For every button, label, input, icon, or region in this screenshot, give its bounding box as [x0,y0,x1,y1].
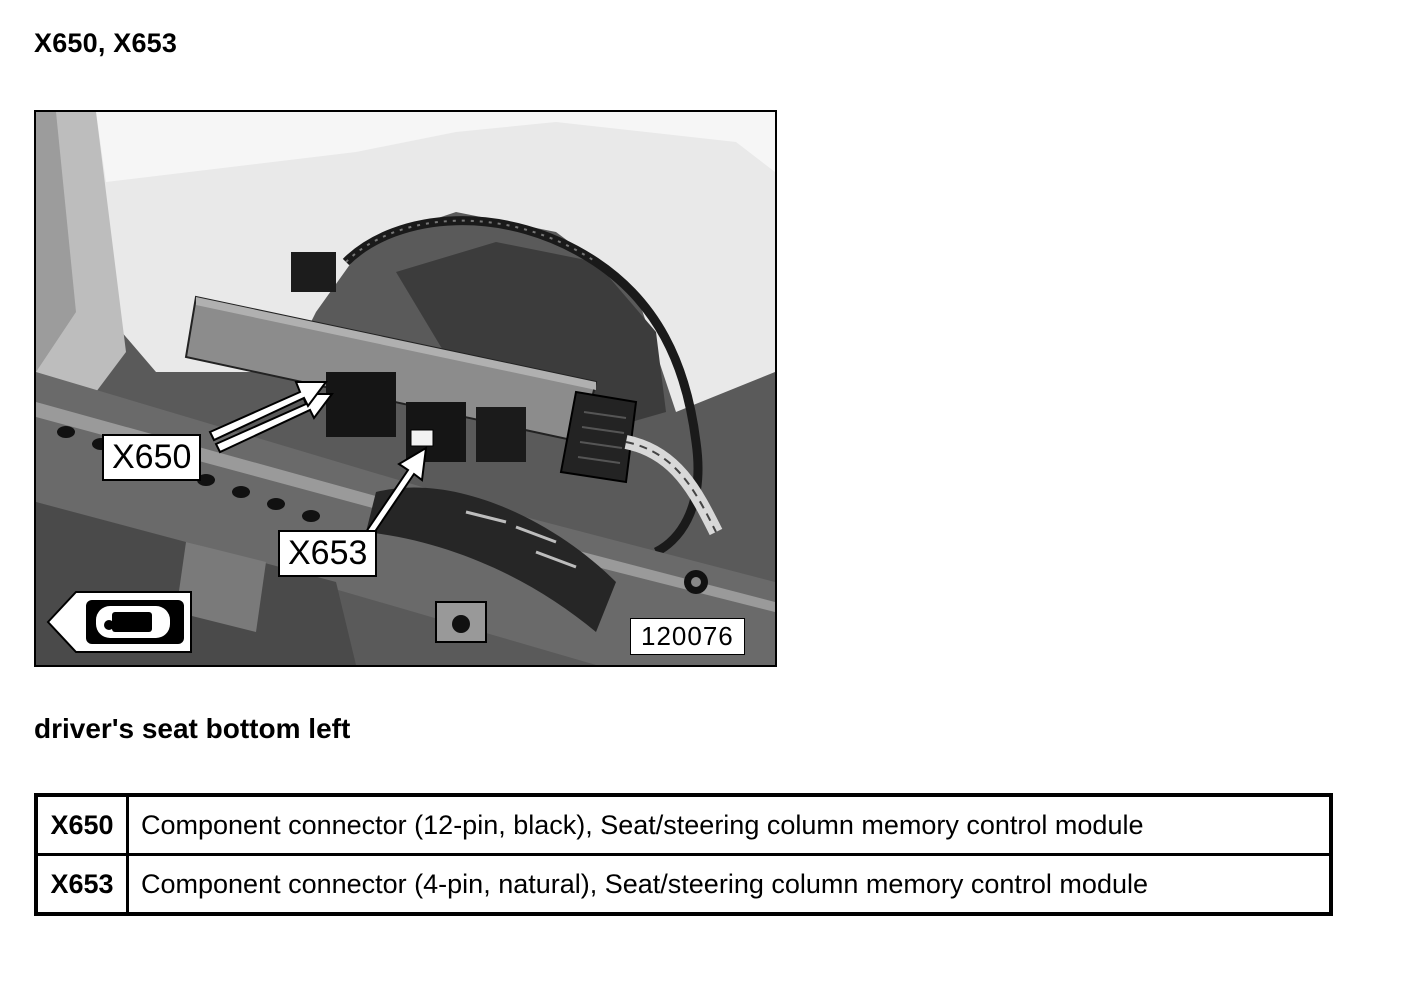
table-row [36,795,1331,855]
connector-code: X650 [36,795,128,855]
x650-callout: X650 [102,434,201,481]
connector-location-photo [34,110,777,667]
figure-caption: driver's seat bottom left [34,713,351,744]
connector-description: Component connector (12-pin, black), Seat/steering column memory control module [128,795,1332,855]
car-location-icon [82,592,188,650]
x653-callout: X653 [278,530,377,577]
connector-description: Component connector (4-pin, natural), Seat/steering column memory control module [128,855,1332,915]
connector-code: X653 [36,855,128,915]
connector-table [34,793,1333,916]
photo-illustration [36,112,775,665]
table-row [36,855,1331,915]
figure-number: 120076 [630,618,745,655]
page-title: X650, X653 [34,28,178,58]
